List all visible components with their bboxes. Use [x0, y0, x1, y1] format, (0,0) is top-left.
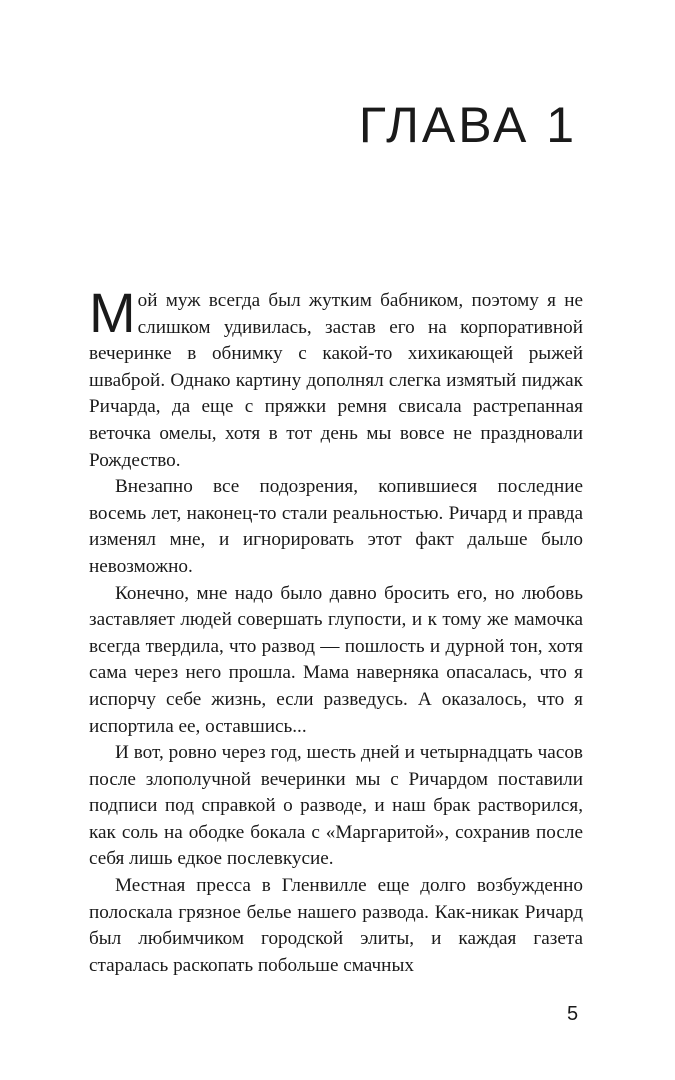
paragraph-3: Конечно, мне надо было давно бросить его, но любовь заставляет людей совершать глупости, и к тому же мамочка всегда твердила, что развод — пошлость и дурной тон, хотя сама через него прошла. Мама наверняка опасалась, что я испорчу себе жизнь, если разведусь. А оказалось, что я испортила ее, оставшись... — [89, 582, 583, 737]
paragraph-1 — [89, 281, 583, 474]
paragraph-2: Внезапно все подозрения, копившиеся последние восемь лет, наконец-то стали реальностью. Ричард и правда изменял мне, и игнорировать этот факт дальше было невозможно. — [89, 476, 583, 577]
paragraph-5: Местная пресса в Гленвилле еще долго возбужденно полоскала грязное белье нашего развода. Как-никак Ричард был любимчиком городской элиты, и каждая газета старалась раскопать побольше смачных — [89, 875, 583, 976]
chapter-title: ГЛАВА 1 — [358, 97, 577, 153]
body-text — [89, 281, 583, 979]
paragraph-1-text: ой муж всегда был жутким бабником, поэтому я не слишком удивилась, застав его на корпоративной вечеринке в обнимку с какой-то хихикающей рыжей шваброй. Однако картину дополнял слегка измятый пиджак Ричарда, да еще с пряжки ремня свисала растрепанная веточка омелы, хотя в тот день мы вовсе не праздновали Рождество. — [89, 290, 583, 471]
drop-cap: М — [89, 281, 136, 344]
page-number: 5 — [567, 1003, 579, 1025]
paragraph-4: И вот, ровно через год, шесть дней и четырнадцать часов после злополучной вечеринки мы с Ричардом поставили подписи под справкой о разводе, и наш брак растворился, как соль на ободке бокала с «Маргаритой», сохранив после себя лишь едкое послевкусие. — [89, 742, 583, 870]
